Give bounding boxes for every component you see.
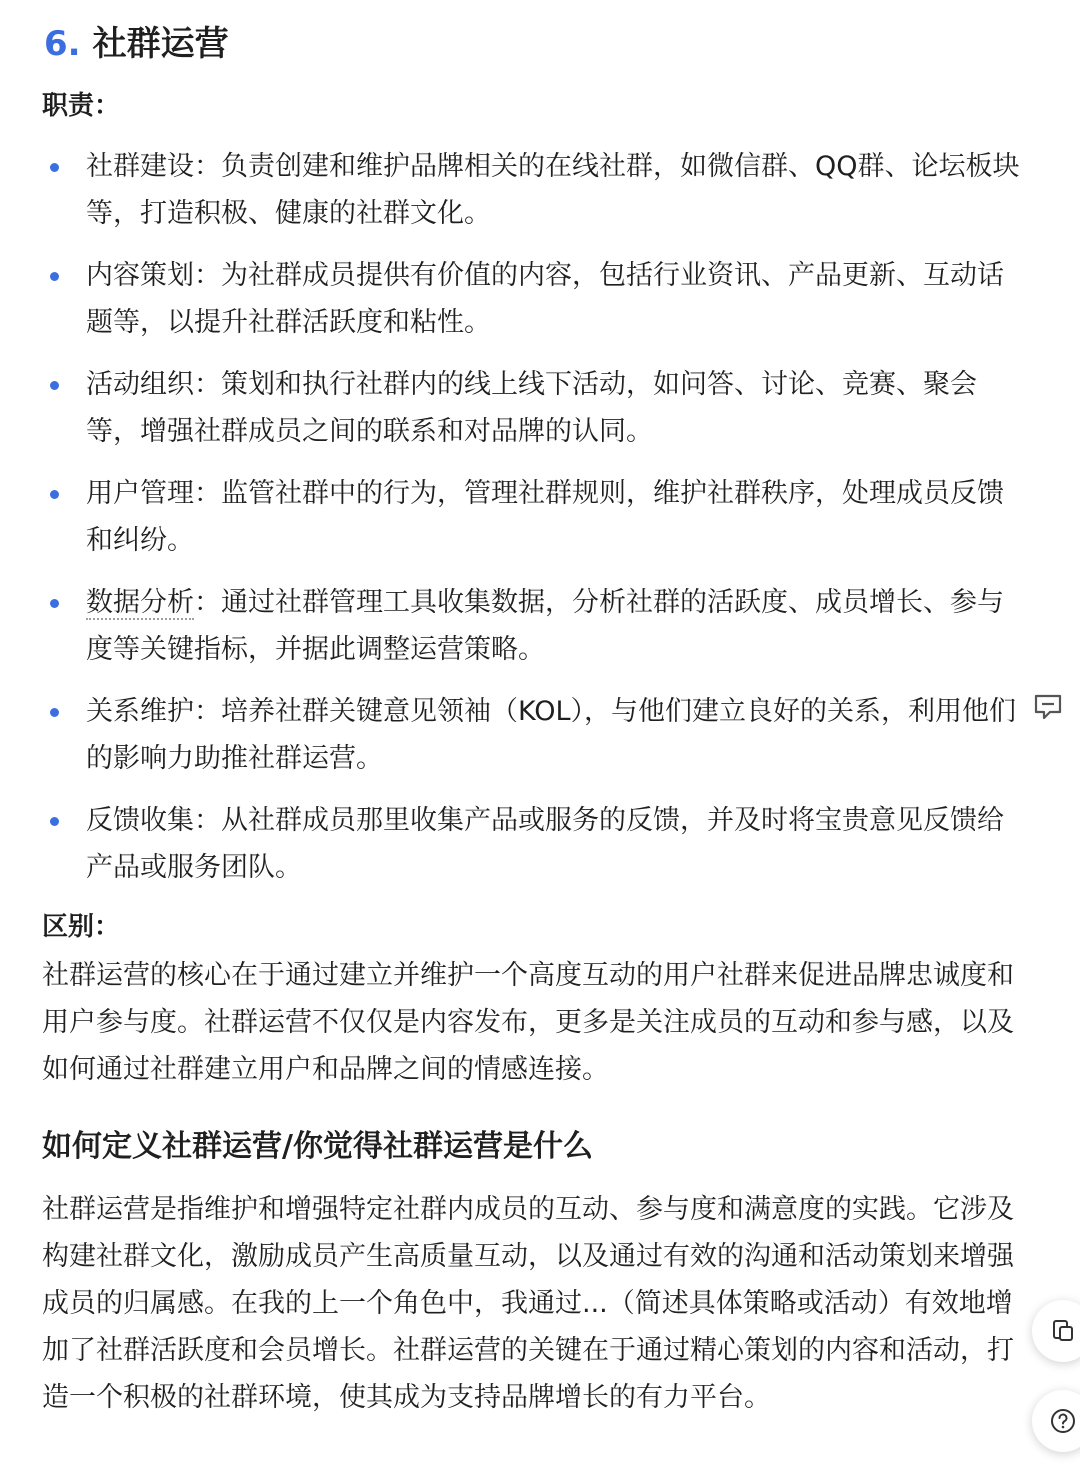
- diff-paragraph: 社群运营的核心在于通过建立并维护一个高度互动的用户社群来促进品牌忠诚度和用户参与度。社群运营不仅仅是内容发布，更多是关注成员的互动和参与感，以及如何通过社群建立用户和品牌之间的情感连接。: [42, 960, 1014, 1085]
- copy-icon: [1050, 1318, 1076, 1344]
- duty-term: 关系维护: [86, 696, 194, 727]
- duty-text: 从社群成员那里收集产品或服务的反馈，并及时将宝贵意见反馈给产品或服务团队。: [86, 805, 1004, 883]
- duty-sep: ：: [194, 151, 221, 182]
- list-item: [0, 688, 1030, 782]
- duties-list: [0, 143, 1030, 906]
- section-number: 6.: [44, 24, 81, 64]
- answer-paragraph: 社群运营是指维护和增强特定社群内成员的互动、参与度和满意度的实践。它涉及构建社群文化，激励成员产生高质量互动，以及通过有效的沟通和活动策划来增强成员的归属感。在我的上一个角色中，我通过...（简述具体策略或活动）有效地增加了社群活跃度和会员增长。社群运营的关键在于通过精心策划的内容和活动，打造一个积极的社群环境，使其成为支持品牌增长的有力平台。: [42, 1194, 1014, 1413]
- duty-term: 活动组织: [86, 369, 194, 400]
- section-title: [44, 18, 229, 70]
- comment-icon[interactable]: [1032, 692, 1064, 722]
- duty-sep: ：: [194, 478, 221, 509]
- bullet-icon: [50, 272, 59, 281]
- duty-text: 监管社群中的行为，管理社群规则，维护社群秩序，处理成员反馈和纠纷。: [86, 478, 1004, 556]
- duty-sep: ：: [194, 260, 221, 291]
- bullet-icon: [50, 708, 59, 717]
- bullet-icon: [50, 163, 59, 172]
- duty-text: 通过社群管理工具收集数据，分析社群的活跃度、成员增长、参与度等关键指标，并据此调整运营策略。: [86, 587, 1004, 665]
- list-item: [0, 143, 1030, 237]
- duty-term: 用户管理: [86, 478, 194, 509]
- list-item: [0, 252, 1030, 346]
- list-item: [0, 361, 1030, 455]
- list-item: [0, 579, 1030, 673]
- duty-sep: ：: [194, 587, 221, 618]
- bullet-icon: [50, 817, 59, 826]
- list-item: [0, 797, 1030, 891]
- bullet-icon: [50, 490, 59, 499]
- duty-text: 负责创建和维护品牌相关的在线社群，如微信群、QQ群、论坛板块等，打造积极、健康的社群文化。: [86, 151, 1020, 229]
- duty-text: 策划和执行社群内的线上线下活动，如问答、讨论、竞赛、聚会等，增强社群成员之间的联系和对品牌的认同。: [86, 369, 977, 447]
- duty-term: 社群建设: [86, 151, 194, 182]
- section-title-text: 社群运营: [92, 24, 229, 64]
- bullet-icon: [50, 381, 59, 390]
- duty-text: 为社群成员提供有价值的内容，包括行业资讯、产品更新、互动话题等，以提升社群活跃度和粘性。: [86, 260, 1004, 338]
- duty-sep: ：: [194, 369, 221, 400]
- diff-label: 区别：: [42, 912, 121, 942]
- duty-sep: ：: [194, 805, 221, 836]
- duties-label: 职责：: [42, 91, 121, 121]
- help-button[interactable]: [1032, 1390, 1080, 1452]
- copy-button[interactable]: [1032, 1300, 1080, 1362]
- duty-term: 内容策划: [86, 260, 194, 291]
- help-icon: [1049, 1407, 1077, 1435]
- bullet-icon: [50, 599, 59, 608]
- duty-sep: ：: [194, 696, 221, 727]
- duty-term-link[interactable]: 数据分析: [86, 587, 194, 618]
- question-heading: 如何定义社群运营/你觉得社群运营是什么: [42, 1129, 593, 1164]
- list-item: [0, 470, 1030, 564]
- duty-text: 培养社群关键意见领袖（KOL），与他们建立良好的关系，利用他们的影响力助推社群运营。: [86, 696, 1017, 774]
- duty-term: 反馈收集: [86, 805, 194, 836]
